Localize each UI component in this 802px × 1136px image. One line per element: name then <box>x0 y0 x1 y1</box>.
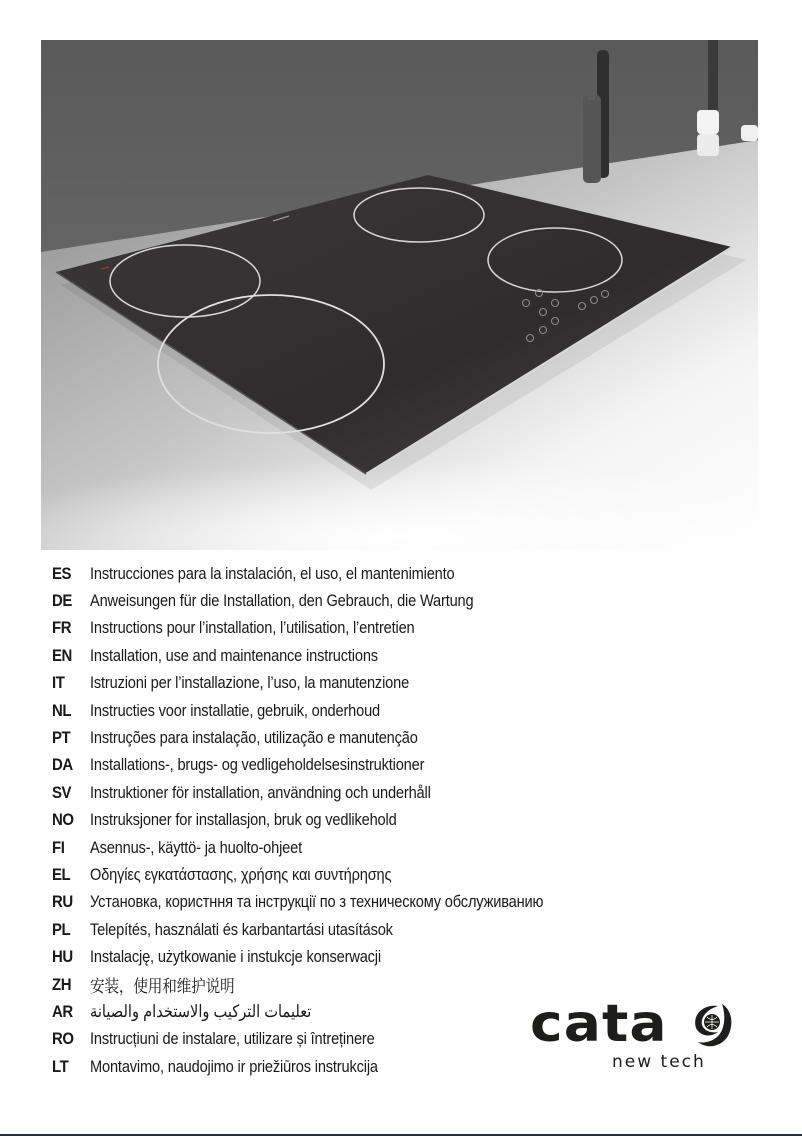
language-title: Instalację, użytkowanie i instukcje konserwacji <box>90 947 381 967</box>
language-code: ZH <box>52 974 72 994</box>
language-title: Montavimo, naudojimo ir priežiūros instrukcija <box>90 1056 378 1076</box>
language-code: LT <box>52 1056 69 1076</box>
language-row-de <box>52 587 617 614</box>
cover-photo <box>41 40 758 550</box>
language-title: Οδηγίες εγκατάστασης, χρήσης και συντήρησης <box>90 864 392 884</box>
language-row-fr <box>52 615 617 642</box>
language-code: PT <box>52 728 71 748</box>
language-row-no <box>52 807 617 834</box>
language-row-ru <box>52 889 617 916</box>
brand-logo <box>530 994 760 1080</box>
language-title: Anweisungen für die Installation, den Gebrauch, die Wartung <box>90 591 474 611</box>
language-row-fi <box>52 834 617 861</box>
language-row-nl <box>52 697 617 724</box>
language-title: Instructions pour l’installation, l’utilisation, l’entretien <box>90 618 415 638</box>
language-title: Установка, користння та інструкції по з техническому обслуживанию <box>90 892 544 912</box>
language-code: NO <box>52 810 74 830</box>
language-code: RU <box>52 892 73 912</box>
language-code: DA <box>52 755 73 775</box>
language-title: Istruzioni per l’installazione, l’uso, la manutenzione <box>90 673 410 693</box>
language-code: RO <box>52 1029 74 1049</box>
language-code: FI <box>52 837 65 857</box>
language-row-da <box>52 752 617 779</box>
language-row-el <box>52 861 617 888</box>
language-title: Telepítés, használati és karbantartási utasítások <box>90 919 393 939</box>
language-code: IT <box>52 673 65 693</box>
brand-tagline: new tech <box>612 1052 706 1072</box>
language-title: Instructies voor installatie, gebruik, onderhoud <box>90 700 381 720</box>
language-code: FR <box>52 618 72 638</box>
language-code: AR <box>52 1001 73 1021</box>
language-row-it <box>52 670 617 697</box>
language-title: Instruksjoner for installasjon, bruk og vedlikehold <box>90 810 397 830</box>
language-title: 安装，使用和维护说明 <box>90 977 235 997</box>
language-title: Asennus-, käyttö- ja huolto-ohjeet <box>90 837 302 857</box>
language-row-es <box>52 560 617 587</box>
language-row-pl <box>52 916 617 943</box>
language-title: Installations-, brugs- og vedligeholdelsesinstruktioner <box>90 755 425 775</box>
language-title: Instruções para instalação, utilização e manutenção <box>90 728 418 748</box>
globe-emblem-icon <box>692 1002 734 1050</box>
language-title: Instruktioner för installation, användning och underhåll <box>90 782 431 802</box>
language-row-sv <box>52 779 617 806</box>
language-title: Installation, use and maintenance instructions <box>90 645 378 665</box>
language-row-en <box>52 642 617 669</box>
language-code: ES <box>52 563 72 583</box>
language-code: SV <box>52 782 72 802</box>
language-row-pt <box>52 724 617 751</box>
language-title: تعليمات التركيب والاستخدام والصيانة <box>90 1001 312 1021</box>
language-title: Instrucțiuni de instalare, utilizare și întreținere <box>90 1029 375 1049</box>
language-code: DE <box>52 591 72 611</box>
language-code: EL <box>52 864 71 884</box>
faucet <box>708 40 718 118</box>
language-code: NL <box>52 700 72 720</box>
brand-name: cata <box>530 994 668 1054</box>
language-code: HU <box>52 947 73 967</box>
language-title: Instrucciones para la instalación, el uso, el mantenimiento <box>90 563 455 583</box>
language-code: EN <box>52 645 72 665</box>
language-code: PL <box>52 919 71 939</box>
language-row-hu <box>52 943 617 970</box>
